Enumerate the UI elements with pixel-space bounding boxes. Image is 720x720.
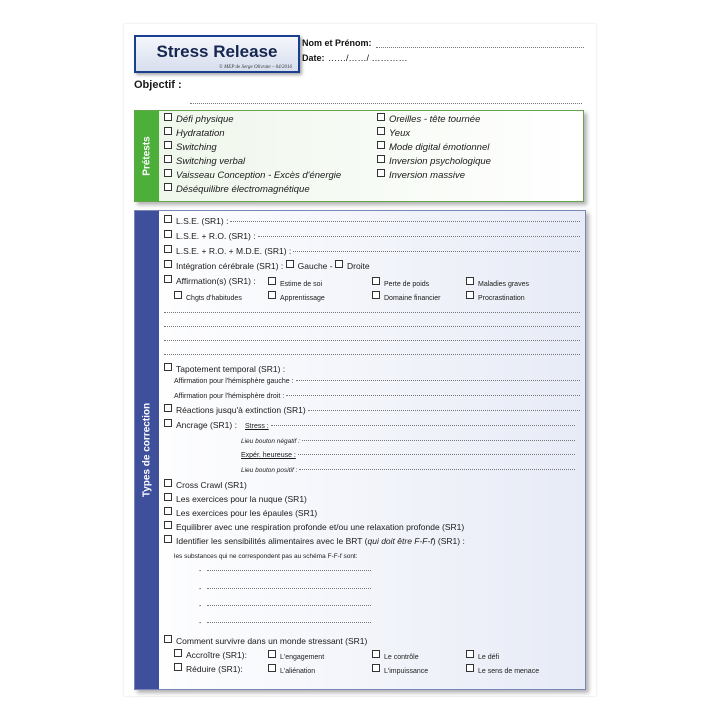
pretest-item[interactable]: Oreilles - tête tournée: [377, 114, 480, 125]
reduire-row[interactable]: Réduire (SR1):: [174, 664, 243, 674]
checkbox[interactable]: [466, 291, 474, 299]
corrections-label: Types de correction: [141, 402, 153, 498]
lse-row[interactable]: L.S.E. (SR1) :: [164, 216, 580, 226]
checkbox[interactable]: [164, 535, 172, 543]
checkbox[interactable]: [377, 169, 385, 177]
affirmation-option[interactable]: Procrastination: [466, 292, 525, 302]
checkbox[interactable]: [466, 650, 474, 658]
reduire-option[interactable]: L'impuissance: [372, 665, 428, 675]
equilibrer-row[interactable]: Equilibrer avec une respiration profonde et/ou une relaxation profonde (SR1): [164, 522, 464, 532]
checkbox[interactable]: [164, 260, 172, 268]
notes-line[interactable]: [164, 312, 580, 313]
pretest-item[interactable]: Défi physique: [164, 114, 234, 125]
checkbox[interactable]: [466, 664, 474, 672]
date-field[interactable]: ……/……/ …………: [328, 53, 408, 63]
objective-label: Objectif :: [134, 79, 182, 91]
checkbox[interactable]: [268, 664, 276, 672]
checkbox[interactable]: [164, 183, 172, 191]
pretest-item[interactable]: Switching: [164, 142, 217, 153]
integration-row[interactable]: Intégration cérébrale (SR1) : Gauche - Droite: [164, 261, 370, 271]
pretest-item[interactable]: Déséquilibre électromagnétique: [164, 184, 310, 195]
affirmation-option[interactable]: Chgts d'habitudes: [174, 292, 242, 302]
pretest-item[interactable]: Inversion massive: [377, 170, 465, 181]
affirmation-option[interactable]: Maladies graves: [466, 278, 529, 288]
pretest-item[interactable]: Yeux: [377, 128, 410, 139]
document-title: Stress Release: [156, 42, 278, 61]
checkbox[interactable]: [174, 663, 182, 671]
checkbox[interactable]: [372, 277, 380, 285]
ancrage-row[interactable]: Ancrage (SR1) :: [164, 420, 237, 430]
checkbox[interactable]: [164, 141, 172, 149]
substances-text: les substances qui ne correspondent pas au schéma F-F-f sont:: [174, 553, 358, 560]
checkbox[interactable]: [268, 291, 276, 299]
nuque-row[interactable]: Les exercices pour la nuque (SR1): [164, 494, 307, 504]
checkbox[interactable]: [466, 277, 474, 285]
checkbox[interactable]: [372, 650, 380, 658]
accroitre-option[interactable]: L'engagement: [268, 651, 324, 661]
checkbox[interactable]: [174, 291, 182, 299]
checkbox[interactable]: [164, 404, 172, 412]
reduire-option[interactable]: L'aliénation: [268, 665, 315, 675]
copyright: © MEP de Serge Olivrate – 04/2016: [219, 65, 292, 70]
pretest-item[interactable]: Mode digital émotionnel: [377, 142, 489, 153]
affirmation-option[interactable]: Apprentissage: [268, 292, 325, 302]
checkbox[interactable]: [377, 141, 385, 149]
checkbox[interactable]: [164, 169, 172, 177]
affirmation-option[interactable]: Perte de poids: [372, 278, 429, 288]
checkbox[interactable]: [164, 419, 172, 427]
accroitre-option[interactable]: Le contrôle: [372, 651, 419, 661]
objective-field[interactable]: [190, 103, 582, 104]
checkbox[interactable]: [164, 113, 172, 121]
checkbox[interactable]: [164, 215, 172, 223]
checkbox[interactable]: [377, 155, 385, 163]
accroitre-row[interactable]: Accroître (SR1):: [174, 650, 247, 660]
identifier-row[interactable]: Identifier les sensibilités alimentaires avec le BRT ( qui doit être F-F-f ) (SR1) :: [164, 536, 465, 546]
pretests-band: [135, 111, 159, 201]
exper-row: Expér. heureuse :: [241, 452, 575, 459]
checkbox[interactable]: [164, 479, 172, 487]
substance-line[interactable]: -: [199, 603, 371, 610]
title-box: [134, 35, 300, 73]
checkbox[interactable]: [164, 635, 172, 643]
name-field[interactable]: [376, 47, 584, 48]
tapotement-row[interactable]: Tapotement temporal (SR1) :: [164, 364, 285, 374]
checkbox[interactable]: [164, 275, 172, 283]
pretest-item[interactable]: Vaisseau Conception - Excès d'énergie: [164, 170, 341, 181]
pretest-item[interactable]: Hydratation: [164, 128, 225, 139]
accroitre-option[interactable]: Le défi: [466, 651, 499, 661]
checkbox[interactable]: [164, 230, 172, 238]
checkbox[interactable]: [164, 493, 172, 501]
checkbox[interactable]: [377, 127, 385, 135]
date-label: Date:: [302, 53, 325, 63]
checkbox[interactable]: [335, 260, 343, 268]
affirmation-option[interactable]: Domaine financier: [372, 292, 440, 302]
checkbox[interactable]: [286, 260, 294, 268]
notes-line[interactable]: [164, 326, 580, 327]
stress-row: Stress :: [245, 423, 575, 430]
checkbox[interactable]: [164, 363, 172, 371]
lieu-positif-row: Lieu bouton positif :: [241, 467, 575, 474]
substance-line[interactable]: -: [199, 620, 371, 627]
epaules-row[interactable]: Les exercices pour les épaules (SR1): [164, 508, 317, 518]
checkbox[interactable]: [372, 664, 380, 672]
notes-line[interactable]: [164, 354, 580, 355]
lse-ro-mde-row[interactable]: L.S.E. + R.O. + M.D.E. (SR1) :: [164, 246, 580, 256]
survivre-row[interactable]: Comment survivre dans un monde stressant (SR1): [164, 636, 367, 646]
notes-line[interactable]: [164, 340, 580, 341]
checkbox[interactable]: [377, 113, 385, 121]
name-label: Nom et Prénom:: [302, 38, 372, 48]
pretests-label: Prétests: [141, 136, 153, 176]
checkbox[interactable]: [268, 650, 276, 658]
pretest-item[interactable]: Inversion psychologique: [377, 156, 491, 167]
checkbox[interactable]: [164, 245, 172, 253]
affirmation-option[interactable]: Estime de soi: [268, 278, 322, 288]
checkbox[interactable]: [164, 521, 172, 529]
lieu-negatif-row: Lieu bouton négatif :: [241, 438, 575, 445]
reactions-row[interactable]: Réactions jusqu'à extinction (SR1): [164, 405, 580, 415]
cross-crawl-row[interactable]: Cross Crawl (SR1): [164, 480, 247, 490]
substance-line[interactable]: -: [199, 586, 371, 593]
affirmations-row[interactable]: Affirmation(s) (SR1) :: [164, 276, 256, 286]
pretest-item[interactable]: Switching verbal: [164, 156, 245, 167]
checkbox[interactable]: [164, 155, 172, 163]
checkbox[interactable]: [268, 277, 276, 285]
aff-gauche-row: Affirmation pour l'hémisphère gauche :: [174, 378, 580, 385]
corrections-band: [135, 211, 159, 689]
lse-ro-row[interactable]: L.S.E. + R.O. (SR1) :: [164, 231, 580, 241]
checkbox[interactable]: [372, 291, 380, 299]
reduire-option[interactable]: Le sens de menace: [466, 665, 539, 675]
checkbox[interactable]: [164, 127, 172, 135]
aff-droit-row: Affirmation pour l'hémisphère droit :: [174, 393, 580, 400]
substance-line[interactable]: -: [199, 568, 371, 575]
checkbox[interactable]: [164, 507, 172, 515]
checkbox[interactable]: [174, 649, 182, 657]
